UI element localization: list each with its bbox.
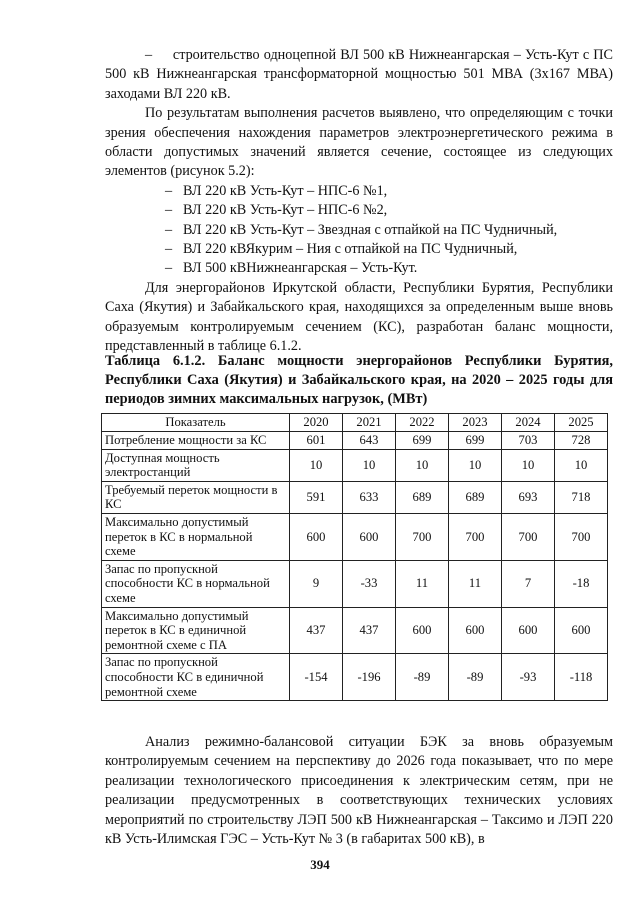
table-cell: 600 [290,513,343,560]
table-cell: 7 [502,560,555,607]
table-cell: -196 [343,654,396,701]
table-cell: 10 [449,449,502,481]
table-cell: 10 [396,449,449,481]
paragraph-2: Для энергорайонов Иркутской области, Республики Бурятия, Республики Саха (Якутия) и Забайкальского края, находящихся за определенным выше вновь образуемым контролируемым сечением (КС), разработан баланс мощности, представленный в таблице 6.1.2. [105,279,613,355]
table-row [102,432,608,450]
list-item: – ВЛ 220 кВ Усть-Кут – Звездная с отпайкой на ПС Чудничный, [165,221,558,238]
table-row [102,560,608,607]
table-cell: 10 [343,449,396,481]
table-cell: 9 [290,560,343,607]
table-cell: 728 [555,432,608,450]
column-header: 2020 [290,414,343,432]
table-cell: 11 [396,560,449,607]
table-cell: -118 [555,654,608,701]
table-cell: -154 [290,654,343,701]
table-cell: 10 [555,449,608,481]
table-cell: 600 [396,607,449,654]
table-cell: 700 [502,513,555,560]
table-row [102,607,608,654]
paragraph-1: По результатам выполнения расчетов выявлено, что определяющим с точки зрения обеспечения нахождения параметров электроэнергетического режима в области допустимых значений является сечение, состоящее из следующих элементов (рисунок 5.2): [105,105,613,180]
table-row [102,513,608,560]
table-cell: 601 [290,432,343,450]
row-label: Запас по пропускной способности КС в нормальной схеме [102,560,290,607]
column-header: 2025 [555,414,608,432]
row-label: Доступная мощность электростанций [102,449,290,481]
table-cell: 689 [396,481,449,513]
table-cell: 699 [396,432,449,450]
table-cell: -89 [396,654,449,701]
table-cell: 703 [502,432,555,450]
table-cell: 600 [502,607,555,654]
row-label: Запас по пропускной способности КС в единичной ремонтной схеме [102,654,290,701]
table-cell: 718 [555,481,608,513]
column-header: 2024 [502,414,555,432]
table-cell: 700 [449,513,502,560]
list-item: – ВЛ 500 кВНижнеангарская – Усть-Кут. [165,260,418,277]
intro-bullet-text: строительство одноцепной ВЛ 500 кВ Нижнеангарская – Усть-Кут с ПС 500 кВ Нижнеангарская трансформаторной мощностью 501 МВА (3x167 МВА) заходами ВЛ 220 кВ. [105,47,613,102]
table-cell: 437 [343,607,396,654]
column-header: 2022 [396,414,449,432]
list-item: – ВЛ 220 кВЯкурим – Ния с отпайкой на ПС Чудничный, [165,241,518,258]
table-cell: 643 [343,432,396,450]
list-item: – ВЛ 220 кВ Усть-Кут – НПС-6 №2, [165,202,388,219]
table-cell: 700 [555,513,608,560]
intro-bullet [105,46,613,104]
power-balance-table [101,413,608,701]
table-caption: Таблица 6.1.2. Баланс мощности энергорайонов Республики Бурятия, Республики Саха (Якутия) и Забайкальского края, на 2020 – 2025 годы для периодов зимних максимальных нагрузок, (МВт) [105,353,613,407]
section-elements-list [105,182,613,279]
intro-block [105,46,613,357]
table-cell: 437 [290,607,343,654]
table-cell: -93 [502,654,555,701]
table-cell: 700 [396,513,449,560]
page-number: 394 [310,857,330,872]
table-cell: 11 [449,560,502,607]
table-cell: 689 [449,481,502,513]
table-row [102,654,608,701]
table-header-row [102,414,608,432]
table-cell: 10 [502,449,555,481]
table-cell: 591 [290,481,343,513]
list-item: – ВЛ 220 кВ Усть-Кут – НПС-6 №1, [165,182,388,199]
analysis-block [105,733,613,849]
table-cell: -18 [555,560,608,607]
table-row [102,449,608,481]
table-cell: 633 [343,481,396,513]
column-header: 2021 [343,414,396,432]
row-label: Максимально допустимый переток в КС в нормальной схеме [102,513,290,560]
table-cell: 693 [502,481,555,513]
column-header: 2023 [449,414,502,432]
row-label: Потребление мощности за КС [102,432,290,450]
intro-dash: – [145,47,153,63]
column-header: Показатель [102,414,290,432]
table-cell: 699 [449,432,502,450]
table-row [102,481,608,513]
table-cell: 600 [343,513,396,560]
table-cell: 600 [555,607,608,654]
paragraph-3: Анализ режимно-балансовой ситуации БЭК за вновь образуемым контролируемым сечением на перспективу до 2026 года показывает, что по мере реализации технологического присоединения к электрическим сетям, при не реализации предусмотренных в соответствующих технических условиях мероприятий по строительству ЛЭП 500 кВ Нижнеангарская – Таксимо и ЛЭП 220 кВ Усть-Илимская ГЭС – Усть-Кут № 3 (в габаритах 500 кВ), в [105,734,613,848]
row-label: Максимально допустимый переток в КС в единичной ремонтной схеме с ПА [102,607,290,654]
row-label: Требуемый переток мощности в КС [102,481,290,513]
table-cell: -33 [343,560,396,607]
table-cell: -89 [449,654,502,701]
table-cell: 10 [290,449,343,481]
table-cell: 600 [449,607,502,654]
